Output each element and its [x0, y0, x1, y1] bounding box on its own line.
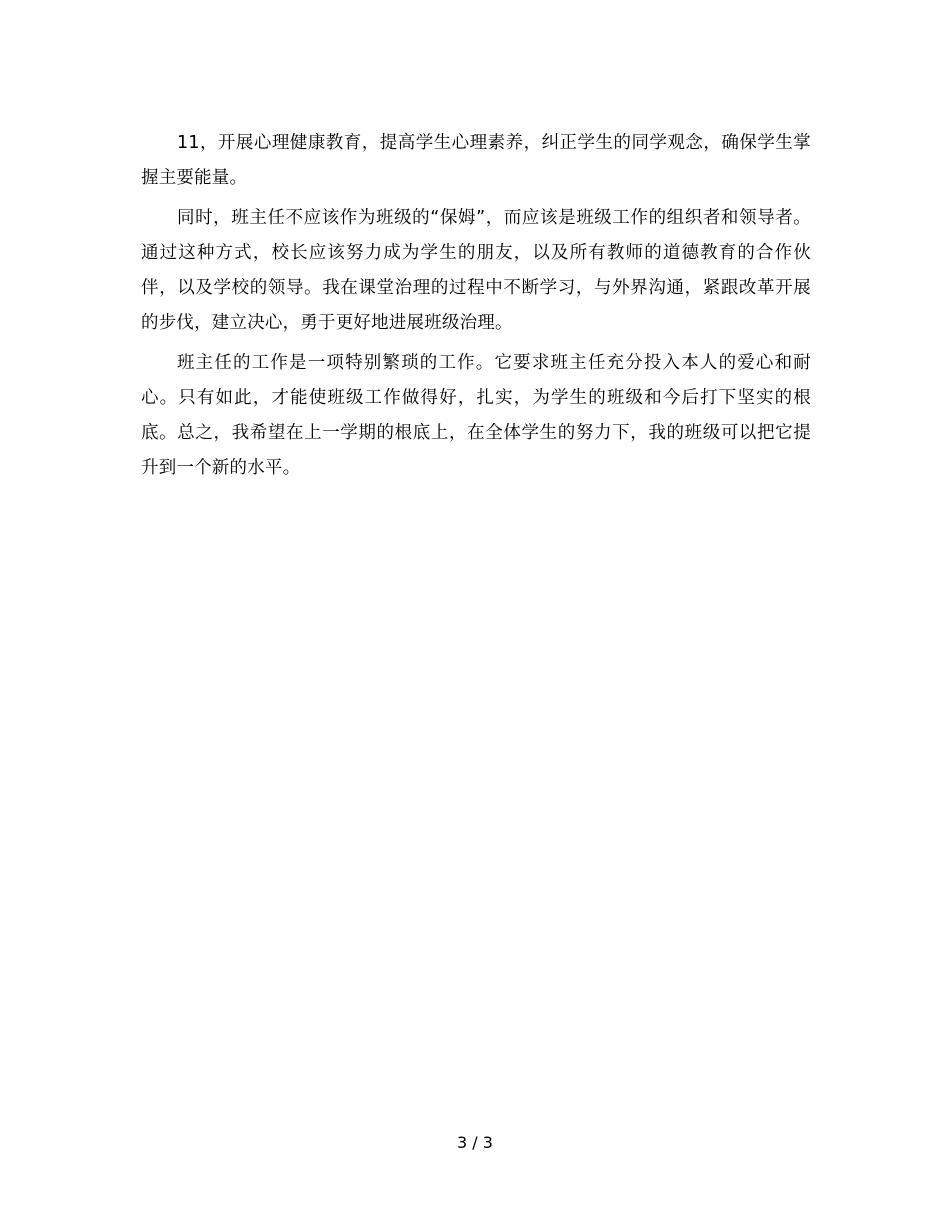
paragraph-1: 11，开展心理健康教育，提高学生心理素养，纠正学生的同学观念，确保学生掌握主要能量。	[141, 133, 811, 188]
paragraph-3: 班主任的工作是一项特别繁琐的工作。它要求班主任充分投入本人的爱心和耐心。只有如此，才能使班级工作做得好，扎实，为学生的班级和今后打下坚实的根底。总之，我希望在上一学期的根底上，在全体学生的努力下，我的班级可以把它提升到一个新的水平。	[141, 353, 811, 478]
page-number: 3 / 3	[457, 1133, 493, 1152]
paragraph-2: 同时，班主任不应该作为班级的“保姆”，而应该是班级工作的组织者和领导者。通过这种方式，校长应该努力成为学生的朋友，以及所有教师的道德教育的合作伙伴，以及学校的领导。我在课堂治理的过程中不断学习，与外界沟通，紧跟改革开展的步伐，建立决心，勇于更好地进展班级治理。	[141, 208, 811, 333]
document-body	[141, 126, 811, 491]
